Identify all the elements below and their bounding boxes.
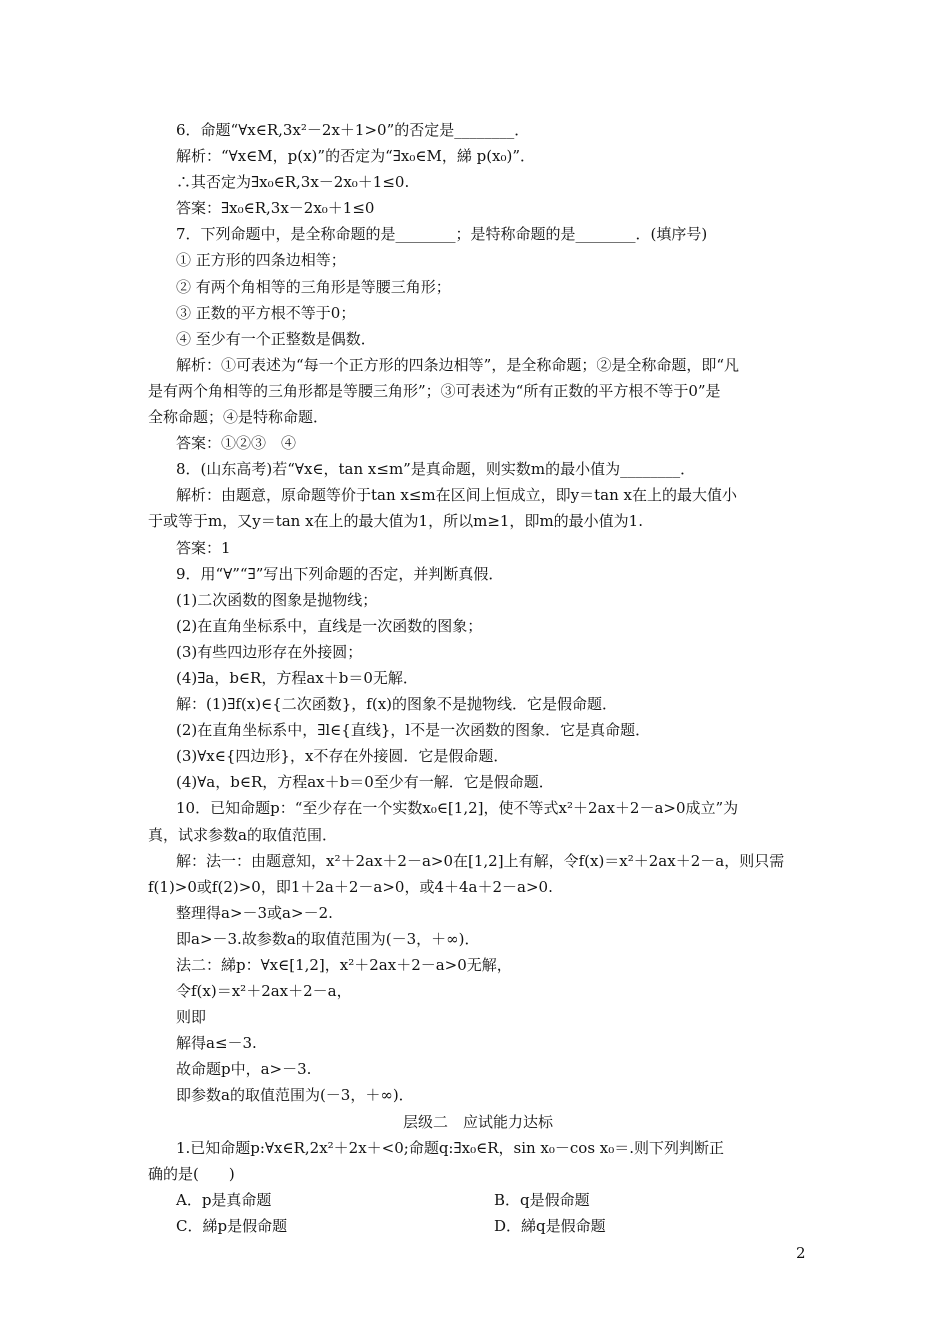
text-line-q9-s2: (2)在直角坐标系中，∃l∈{直线}，l不是一次函数的图象．它是真命题． bbox=[176, 721, 651, 740]
text-line-q6-s2: ∴其否定为∃x₀∈R,3x－2x₀＋1≤0. bbox=[176, 173, 410, 192]
text-lines bbox=[148, 117, 808, 1109]
text-line-q9-3: (3)有些四边形存在外接圆； bbox=[176, 642, 363, 661]
text-line-q7-a: 答案：①②③ ④ bbox=[176, 434, 297, 453]
q1-option-c: C．綈p是假命题 bbox=[176, 1216, 288, 1235]
text-line-q9: 9．用“∀”“∃”写出下列命题的否定，并判断真假． bbox=[176, 564, 504, 583]
text-line-q8-a: 答案：1 bbox=[176, 538, 231, 557]
text-line-q7-s2: 是有两个角相等的三角形都是等腰三角形”；③可表述为“所有正数的平方根不等于0”是 bbox=[148, 381, 721, 400]
text-line-q9-4: (4)∃a，b∈R，方程ax＋b＝0无解． bbox=[176, 668, 418, 687]
text-line-q6-a: 答案：∃x₀∈R,3x－2x₀＋1≤0 bbox=[176, 199, 375, 218]
text-line-q7-o2: ② 有两个角相等的三角形是等腰三角形； bbox=[176, 277, 451, 296]
q1-option-b: B．q是假命题 bbox=[494, 1190, 590, 1209]
text-line-q7: 7．下列命题中，是全称命题的是________；是特称命题的是________．(填序号) bbox=[176, 225, 708, 244]
text-line-q9-s1: 解：(1)∃f(x)∈{二次函数}，f(x)的图象不是抛物线．它是假命题． bbox=[176, 695, 618, 714]
text-line-q6: 6．命题“∀x∈R,3x²－2x＋1>0”的否定是________． bbox=[176, 121, 530, 139]
text-line-q10-s5: 法二：綈p：∀x∈[1,2]，x²＋2ax＋2－a>0无解， bbox=[176, 956, 512, 974]
text-line-q10-s2: f(1)>0或f(2)>0，即1＋2a＋2－a>0，或4＋4a＋2－a>0. bbox=[148, 877, 553, 896]
text-line-q8: 8．(山东高考)若“∀x∈，tan x≤m”是真命题，则实数m的最小值为________． bbox=[176, 460, 696, 479]
text-line-q6-s1: 解析：“∀x∈M，p(x)”的否定为“∃x₀∈M，綈 p(x₀)”． bbox=[176, 147, 536, 166]
text-line-q8-s1: 解析：由题意，原命题等价于tan x≤m在区间上恒成立，即y＝tan x在上的最大值小 bbox=[176, 486, 737, 505]
q1-option-d: D．綈q是假命题 bbox=[494, 1216, 606, 1235]
text-line-q7-o4: ④ 至少有一个正整数是偶数． bbox=[176, 329, 376, 348]
text-line-q7-o1: ① 正方形的四条边相等； bbox=[176, 251, 346, 270]
text-line-q10-b: 真，试求参数a的取值范围． bbox=[148, 825, 337, 844]
text-line-q7-s1: 解析：①可表述为“每一个正方形的四条边相等”，是全称命题；②是全称命题，即“凡 bbox=[176, 355, 740, 374]
section-title: 层级二 应试能力达标 bbox=[402, 1112, 553, 1131]
q1-options-row-2 bbox=[148, 1213, 808, 1239]
text-line-q9-1: (1)二次函数的图象是抛物线； bbox=[176, 590, 378, 609]
text-line-q10-s10: 即参数a的取值范围为(－3，＋∞)． bbox=[176, 1086, 414, 1105]
page-number: 2 bbox=[796, 1244, 806, 1262]
text-line-q10: 10．已知命题p：“至少存在一个实数x₀∈[1,2]，使不等式x²＋2ax＋2－a>0成立”为 bbox=[176, 799, 739, 818]
text-line-q9-s4: (4)∀a，b∈R，方程ax＋b＝0至少有一解．它是假命题． bbox=[176, 773, 554, 792]
text-line-q10-s6: 令f(x)＝x²＋2ax＋2－a， bbox=[176, 982, 352, 1001]
text-line-q9-s3: (3)∀x∈{四边形}，x不存在外接圆．它是假命题． bbox=[176, 747, 509, 766]
q1-options-row-1 bbox=[148, 1187, 808, 1213]
text-line-q10-s9: 故命题p中，a>－3. bbox=[176, 1060, 312, 1079]
text-line-q10-s7: 则即 bbox=[176, 1008, 207, 1027]
text-line-q7-o3: ③ 正数的平方根不等于0； bbox=[176, 303, 356, 322]
text-line-q10-s3: 整理得a>－3或a>－2. bbox=[176, 903, 333, 922]
text-line-q9-2: (2)在直角坐标系中，直线是一次函数的图象； bbox=[176, 616, 483, 635]
text-line-q10-s8: 解得a≤－3. bbox=[176, 1034, 257, 1053]
q1-stem-line2: 确的是( ) bbox=[148, 1164, 235, 1183]
q1-stem-line1: 1.已知命题p:∀x∈R,2x²＋2x＋<0;命题q:∃x₀∈R，sin x₀－cos x₀＝.则下列判断正 bbox=[176, 1138, 725, 1157]
q1-option-a: A．p是真命题 bbox=[176, 1190, 272, 1209]
text-line-q10-s4: 即a>－3.故参数a的取值范围为(－3，＋∞)． bbox=[176, 929, 480, 948]
text-line-q10-s1: 解：法一：由题意知，x²＋2ax＋2－a>0在[1,2]上有解，令f(x)＝x²＋2ax＋2－a，则只需 bbox=[176, 851, 785, 870]
page-content bbox=[148, 117, 808, 1239]
text-line-q8-s2: 于或等于m，又y＝tan x在上的最大值为1，所以m≥1，即m的最小值为1. bbox=[148, 512, 643, 531]
text-line-q7-s3: 全称命题；④是特称命题． bbox=[148, 408, 329, 427]
